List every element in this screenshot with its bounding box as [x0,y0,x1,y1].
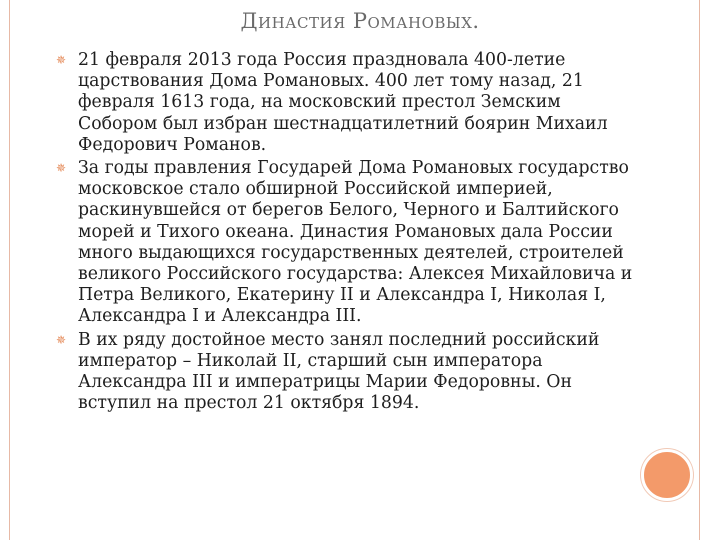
decorative-circle [641,449,693,501]
bullet-marker-icon: ✵ [56,53,67,67]
bullet-marker-icon: ✵ [56,332,67,347]
bullet-text: 21 февраля 2013 года Россия праздновала 400-летие царствования Дома Романовых. 400 лет тому назад, 21 февраля 1613 года, на московский престол Земским Собором был избран шестнадцатилетний боярин Михаил Федорович Романов. [78,50,608,155]
bullet-text: В их ряду достойное место занял последний российский император – Николай II, старший сын императора Александра III и императрицы Марии Федоровны. Он вступил на престол 21 октября 1894. [78,329,600,414]
bullet-item [56,50,645,156]
bullet-list [56,50,645,416]
slide-title: Династия Романовых. [240,9,480,33]
bullet-item [56,329,645,415]
bullet-marker-icon: ✵ [56,161,67,176]
bullet-text: За годы правления Государей Дома Романовых государство московское стало обширной Российской империей, раскинувшейся от берегов Белого, Черного и Балтийского морей и Тихого океана. Династия Романовых дала России много выдающихся государственных деятелей, строителей великого Российского государства: Алексея Михайловича и Петра Великого, Екатерину II и Александра I, Николая I, Александра I и Александра III. [78,158,633,327]
bullet-item [56,158,645,328]
